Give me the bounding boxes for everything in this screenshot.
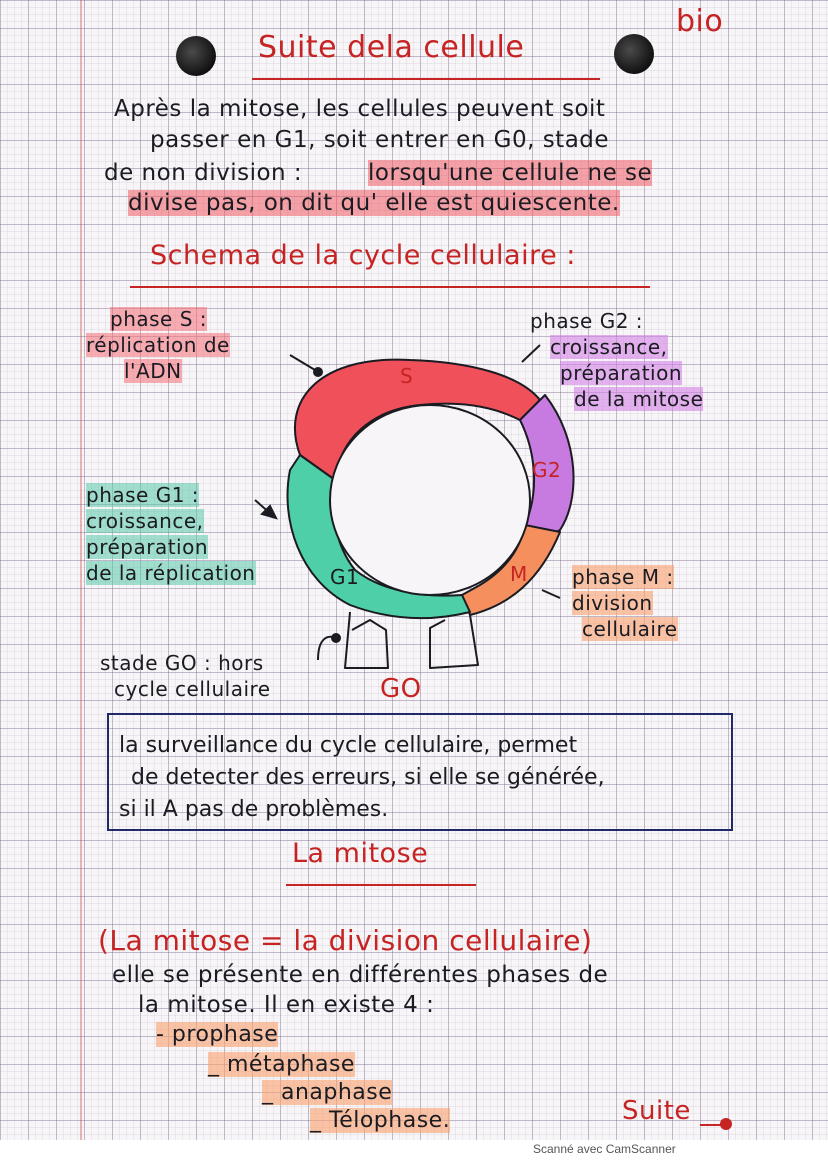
phase-m-title: phase M : — [572, 565, 674, 589]
ring-label-g2: G2 — [532, 458, 562, 482]
ring-label-s: S — [400, 364, 414, 388]
ring-label-g1: G1 — [330, 565, 360, 589]
arrow-m — [542, 590, 560, 598]
phase-g2-line-2: croissance, — [550, 335, 668, 359]
page-title: Suite dela cellule — [258, 30, 525, 65]
scanner-footer: Scanné avec CamScanner — [533, 1142, 676, 1156]
phase-g1-line-2: croissance, — [86, 509, 204, 533]
mitose-heading: La mitose — [292, 838, 429, 869]
phase-m-line-2: division — [572, 591, 653, 615]
phase-s-line-3: l'ADN — [124, 359, 182, 383]
phase-g2-title: phase G2 : — [530, 309, 644, 333]
phase-s-title: phase S : — [110, 307, 207, 331]
phase-item-anaphase-text: _ anaphase — [262, 1080, 393, 1105]
intro-line-2: passer en G1, soit entrer en G0, stade — [150, 127, 610, 153]
mitose-line-2: elle se présente en différentes phases de — [112, 962, 609, 988]
box-line-3: si il A pas de problèmes. — [119, 797, 389, 822]
subject-tag: bio — [676, 4, 724, 39]
phase-s-label — [86, 306, 230, 384]
g0-label — [100, 650, 271, 702]
phase-g1-label — [86, 482, 256, 586]
phase-item-anaphase — [262, 1080, 392, 1105]
phase-g2-line-3: préparation — [560, 361, 683, 385]
ring-label-g0: GO — [380, 674, 422, 704]
g0-branch — [345, 612, 388, 668]
surveillance-box — [107, 713, 733, 831]
phase-m-line-3: cellulaire — [582, 617, 678, 641]
schema-heading: Schema de la cycle cellulaire : — [150, 240, 576, 271]
intro-line-3a: de non division : — [104, 160, 303, 186]
ring-label-m: M — [510, 562, 528, 586]
g0-branch-right — [430, 615, 478, 668]
continue-arrow-line — [700, 1124, 722, 1126]
phase-m-label — [572, 564, 678, 642]
phase-item-prophase — [156, 1022, 278, 1047]
box-line-1: la surveillance du cycle cellulaire, permet — [119, 733, 578, 758]
phase-g1-title: phase G1 : — [86, 483, 200, 507]
phase-item-metaphase — [208, 1052, 355, 1077]
ring-inner — [330, 405, 530, 595]
intro-line-4-text: divise pas, on dit qu' elle est quiescente. — [128, 190, 620, 216]
mitose-definition: (La mitose = la division cellulaire) — [98, 924, 593, 957]
intro-line-1: Après la mitose, les cellules peuvent soit — [114, 96, 606, 122]
arrow-s-head — [314, 368, 322, 376]
g0-line-2: cycle cellulaire — [114, 677, 271, 701]
phase-g2-line-4: de la mitose — [574, 387, 704, 411]
phase-item-metaphase-text: _ métaphase — [208, 1052, 355, 1077]
mitose-line-3: la mitose. Il en existe 4 : — [138, 992, 435, 1018]
g0-line-1: stade GO : hors — [100, 651, 264, 675]
continue-label: Suite — [622, 1096, 691, 1126]
phase-item-telophase-text: _ Télophase. — [310, 1108, 451, 1133]
phase-s-line-2: réplication de — [86, 333, 230, 357]
mitose-heading-underline — [286, 884, 476, 886]
phase-g1-line-3: préparation — [86, 535, 209, 559]
phase-g1-line-4: de la réplication — [86, 561, 256, 585]
phase-item-prophase-text: - prophase — [156, 1022, 279, 1047]
phase-g2-label — [530, 308, 703, 412]
continue-arrow-dot — [720, 1118, 732, 1130]
intro-line-3b: lorsqu'une cellule ne se — [368, 160, 653, 186]
footer-strip — [0, 1140, 828, 1171]
box-line-2: de detecter des erreurs, si elle se générée, — [131, 765, 605, 790]
phase-item-telophase — [310, 1108, 450, 1133]
arrow-s — [290, 355, 315, 370]
